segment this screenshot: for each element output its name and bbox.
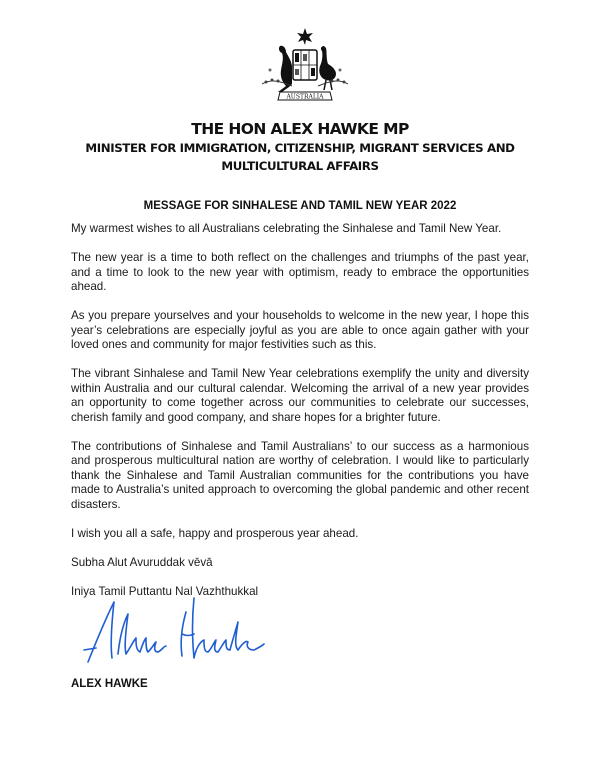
tamil-greeting: Iniya Tamil Puttantu Nal Vazhthukkal [71,584,259,598]
crest-scroll-text: AUSTRALIA [286,93,324,101]
handwritten-signature [82,592,272,667]
portfolio-line-1: MINISTER FOR IMMIGRATION, CITIZENSHIP, MIGRANT SERVICES AND [85,141,515,155]
signatory-name: ALEX HAWKE [71,678,148,690]
message-body [71,222,529,614]
paragraph-contributions: The contributions of Sinhalese and Tamil Australians’ to our success as a harmonious and prosperous multicultural nation are worthy of celebration. I would like to particularly thank the Sinhalese and Tamil Australian communities for the contributions you have made to Australia’s united approach to overcoming the global pandemic and other recent disasters. [71,439,529,511]
sinhala-greeting: Subha Alut Avuruddak vēvā [71,555,213,569]
paragraph-wishes: I wish you all a safe, happy and prosperous year ahead. [71,526,359,540]
message-title: MESSAGE FOR SINHALESE AND TAMIL NEW YEAR 2022 [143,200,457,212]
portfolio-line-2: MULTICULTURAL AFFAIRS [221,159,379,173]
paragraph-greeting: My warmest wishes to all Australians celebrating the Sinhalese and Tamil New Year. [71,222,502,235]
paragraph-unity: The vibrant Sinhalese and Tamil New Year celebrations exemplify the unity and diversity within Australia and our cultural calendar. Welcoming the arrival of a new year provides an opportunity to come together across our communities to celebrate our successes, cherish family and good company, and share hopes for a brighter future. [71,367,529,424]
coat-of-arms-icon [258,26,352,110]
paragraph-reflect: The new year is a time to both reflect on the challenges and triumphs of the past year, and a time to look to the new year with optimism, ready to embrace the opportunities ahead. [71,251,529,293]
signature-strokes [84,598,264,662]
paragraph-celebrations: As you prepare yourselves and your households to welcome in the new year, I hope this year’s celebrations are especially joyful as you are able to once again gather with your loved ones and community for major festivities such as this. [71,309,529,351]
minister-name: THE HON ALEX HAWKE MP [191,120,409,138]
minister-portfolio [0,139,600,175]
